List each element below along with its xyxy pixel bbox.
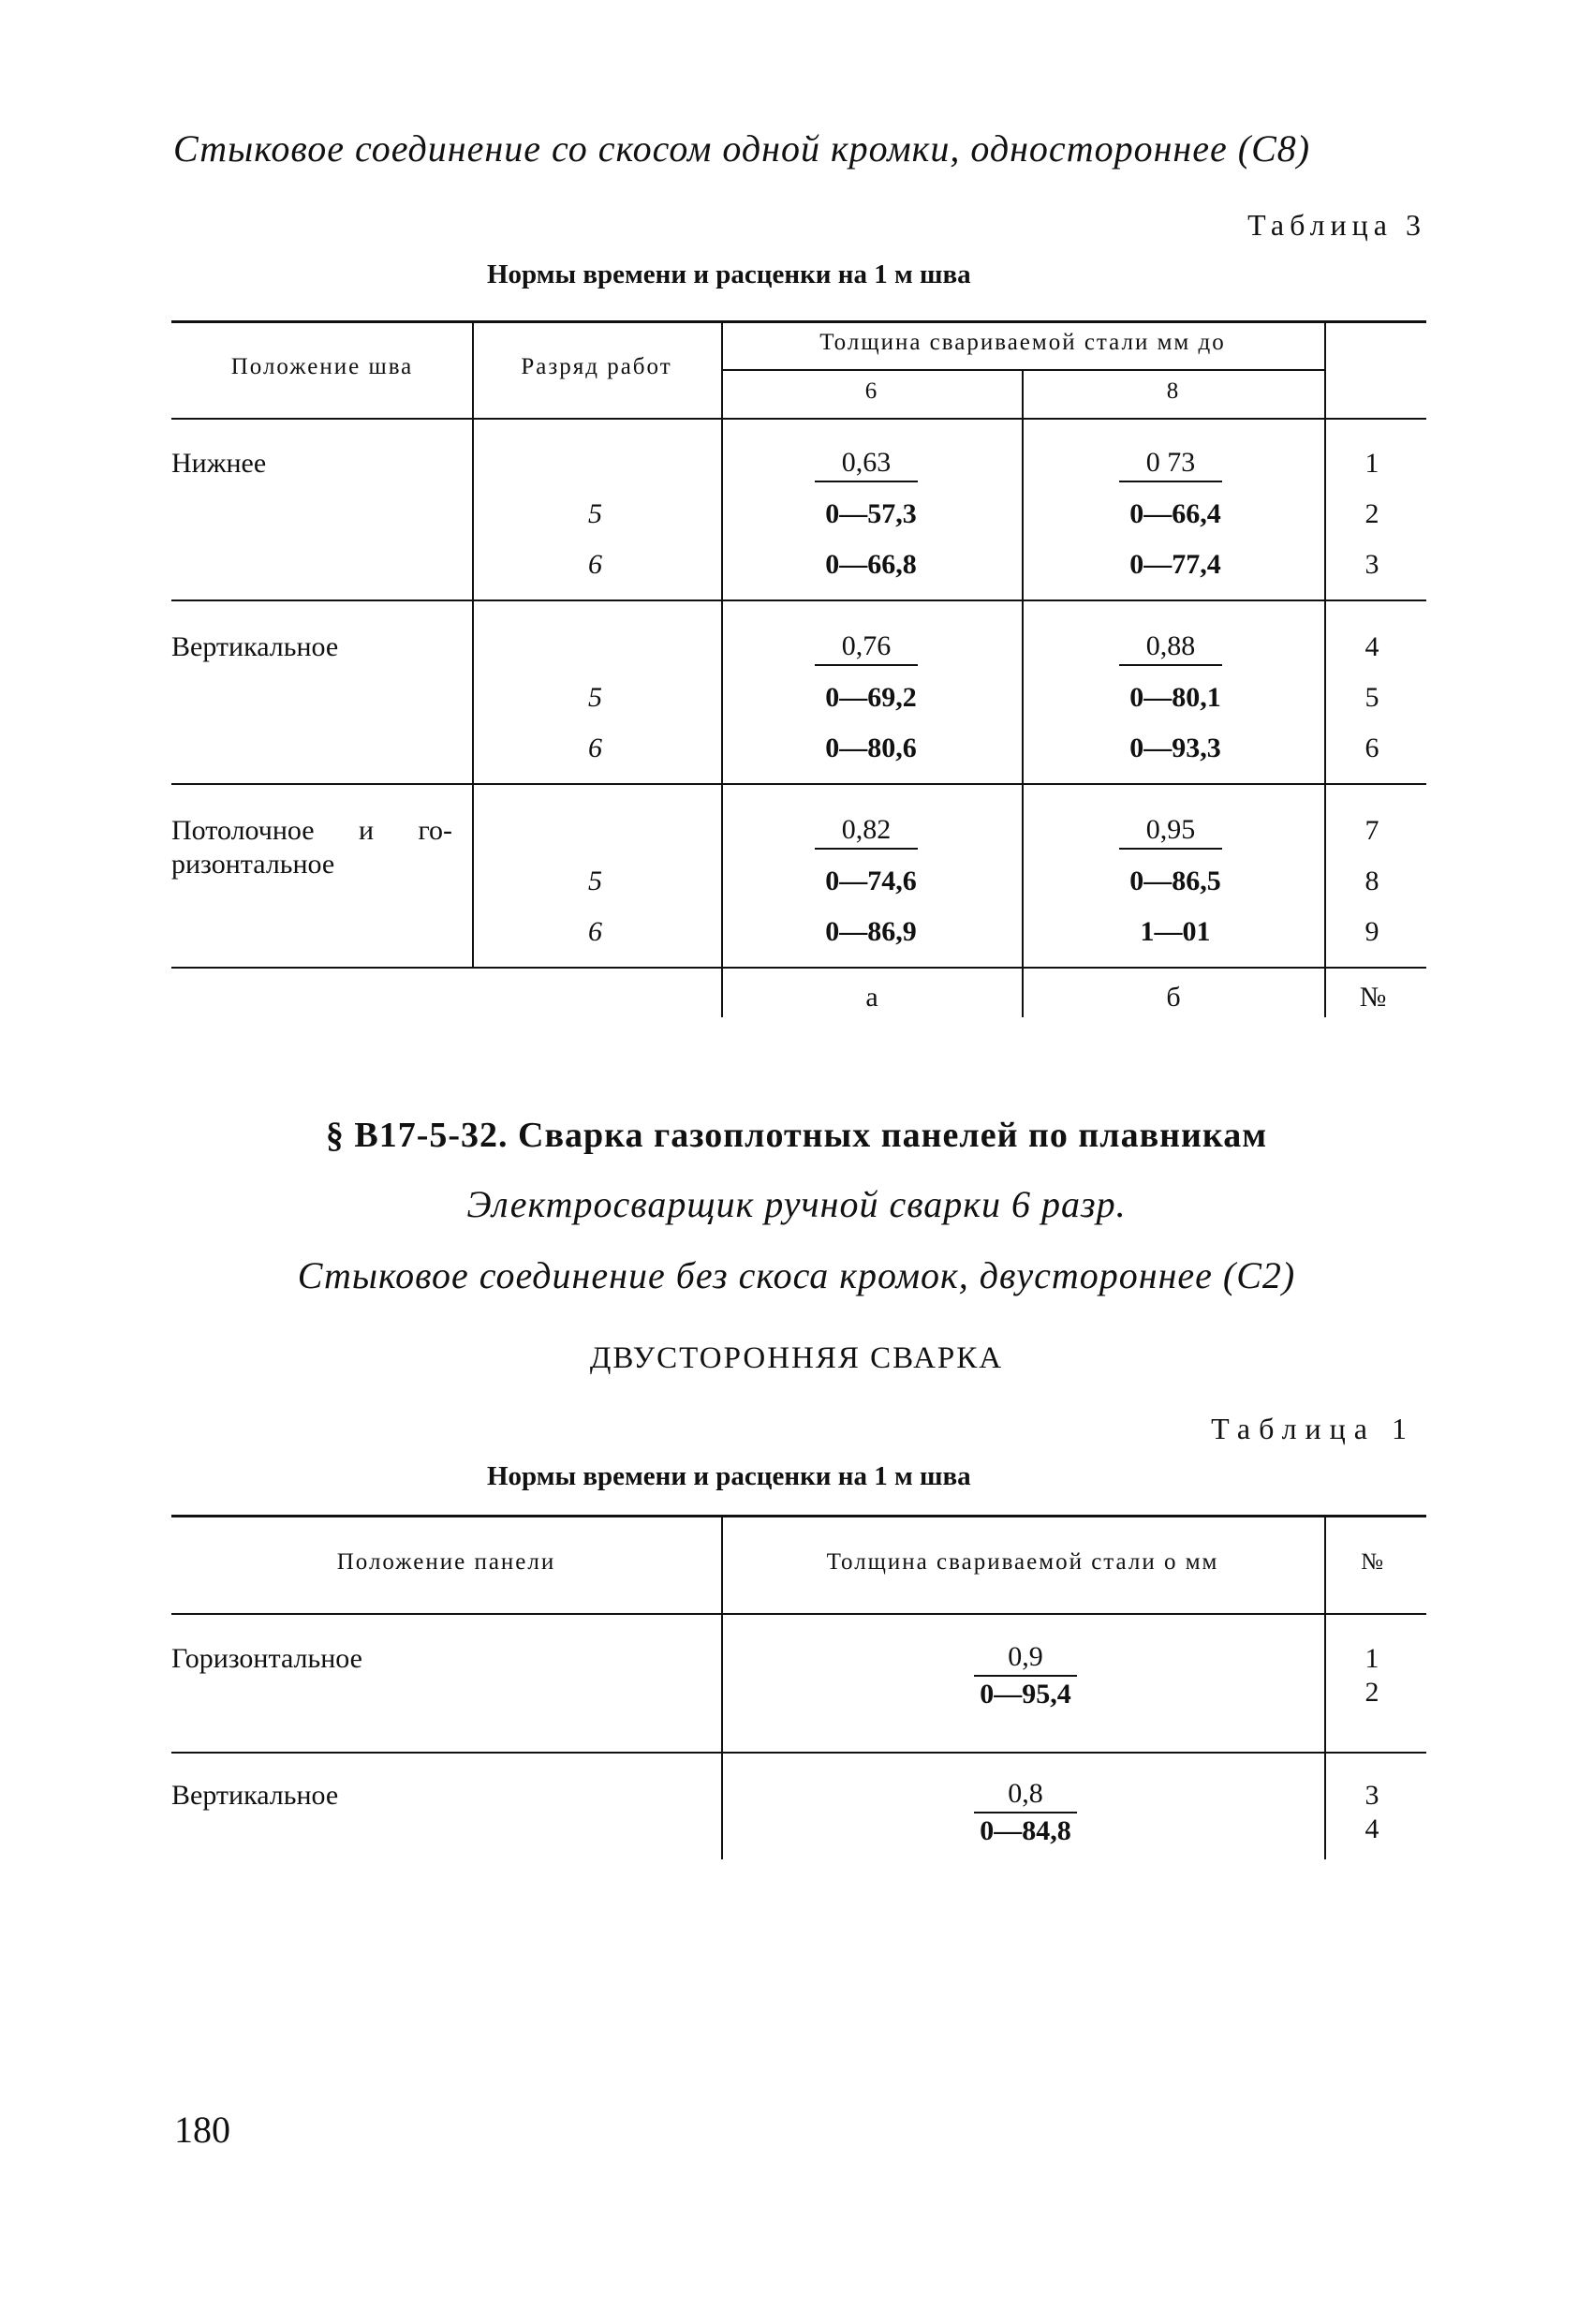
table3-row2-rate-a-6: 0—69,2 — [825, 682, 917, 713]
table3-row1-rate-a-8: 0—66,4 — [1129, 498, 1221, 529]
table3-row1-no-2: 2 — [1364, 498, 1379, 529]
table3-row1-grade-a: 5 — [588, 498, 602, 529]
table1-row1-no-1: 1 — [1364, 1643, 1379, 1674]
table3-row1-grade-b: 6 — [588, 549, 602, 580]
table3-row3-rate-b-8: 1—01 — [1140, 916, 1211, 947]
table1-row2-no-1: 3 — [1364, 1780, 1379, 1811]
table3-vrule-2 — [721, 320, 723, 1017]
table1-caption: Нормы времени и расценки на 1 м шва — [487, 1461, 971, 1491]
table3-row2-grade-b: 6 — [588, 733, 602, 763]
table3-row2-no-1: 4 — [1364, 631, 1379, 662]
table3-vrule-3 — [1022, 369, 1024, 1017]
table3-row3-grade-b: 6 — [588, 916, 602, 947]
section2-title: § В17-5-32. Сварка газоплотных панелей по плавникам — [325, 1116, 1268, 1155]
table3-caption: Нормы времени и расценки на 1 м шва — [487, 259, 971, 289]
table3-row3-no-2: 8 — [1364, 866, 1379, 896]
table1-header-no: № — [1361, 1549, 1385, 1575]
page-number: 180 — [174, 2109, 230, 2151]
table1-row2-no-2: 4 — [1364, 1813, 1379, 1844]
table3-header-grade: Разряд работ — [521, 354, 672, 379]
table1-row2-norm: 0,8 — [974, 1778, 1077, 1813]
table1-row2-rate: 0—84,8 — [980, 1815, 1071, 1846]
table3-row2-position: Вертикальное — [171, 631, 339, 662]
table3-header-col6: 6 — [864, 378, 879, 404]
table3-row1-rate-b-6: 0—66,8 — [825, 549, 917, 580]
table3-row1-rule — [171, 600, 1426, 601]
table3-row1-rate-b-8: 0—77,4 — [1129, 549, 1221, 580]
table3-row1-position: Нижнее — [171, 448, 267, 479]
table3-row2-norm-6: 0,76 — [815, 630, 918, 666]
table3-footer-col-b: б — [1166, 982, 1181, 1013]
table3-bottom-rule — [171, 967, 1426, 969]
table3-footer-col-no: № — [1359, 982, 1387, 1013]
table3-label: Таблица 3 — [1247, 208, 1426, 242]
table3-row2-rule — [171, 783, 1426, 785]
table3-row3-norm-6: 0,82 — [815, 814, 918, 850]
table3-row1-no-1: 1 — [1364, 448, 1379, 479]
table3-header-rule — [171, 418, 1426, 420]
table3-header-col8: 8 — [1166, 378, 1181, 404]
table3-top-rule — [171, 320, 1426, 323]
table3-row3-rate-a-6: 0—74,6 — [825, 866, 917, 896]
section2-subtitle: ДВУСТОРОННЯЯ СВАРКА — [589, 1341, 1004, 1375]
table3-header-thickness: Толщина свариваемой стали мм до — [819, 330, 1226, 355]
table1-row1-norm: 0,9 — [974, 1641, 1077, 1677]
table1-row2-position: Вертикальное — [171, 1780, 339, 1811]
table3-row2-rate-a-8: 0—80,1 — [1129, 682, 1221, 713]
table3-row3-grade-a: 5 — [588, 866, 602, 896]
table1-top-rule — [171, 1515, 1426, 1517]
table1-row1-rule — [171, 1752, 1426, 1754]
table3-row3-position-line2: ризонтальное — [171, 849, 335, 880]
table3-row2-norm-8: 0,88 — [1119, 630, 1222, 666]
table1-header-thickness: Толщина свариваемой стали о мм — [826, 1549, 1219, 1575]
table3-row2-rate-b-6: 0—80,6 — [825, 733, 917, 763]
table3-row3-position-line1: Потолочное и го- — [171, 815, 452, 846]
table3-row2-no-2: 5 — [1364, 682, 1379, 713]
table1-row1-position: Горизонтальное — [171, 1643, 362, 1674]
table3-footer-col-a: а — [865, 982, 878, 1013]
table1-row1-no-2: 2 — [1364, 1677, 1379, 1708]
table3-row2-rate-b-8: 0—93,3 — [1129, 733, 1221, 763]
table3-row2-grade-a: 5 — [588, 682, 602, 713]
table3-row1-no-3: 3 — [1364, 549, 1379, 580]
table3-vrule-1 — [472, 320, 474, 967]
section2-worker: Электросварщик ручной сварки 6 разр. — [466, 1183, 1127, 1225]
table3-row2-no-3: 6 — [1364, 733, 1379, 763]
table3-row3-norm-8: 0,95 — [1119, 814, 1222, 850]
table3-row1-norm-6: 0,63 — [815, 447, 918, 482]
table3-vrule-4 — [1324, 320, 1326, 1017]
table1-row1-rate: 0—95,4 — [980, 1679, 1071, 1710]
table3-row3-rate-b-6: 0—86,9 — [825, 916, 917, 947]
table3-row3-no-1: 7 — [1364, 815, 1379, 846]
table1-label: Таблица 1 — [1211, 1412, 1415, 1445]
table3-row3-rate-a-8: 0—86,5 — [1129, 866, 1221, 896]
section1-heading: Стыковое соединение со скосом одной кромки, одностороннее (C8) — [173, 127, 1311, 170]
section2-joint: Стыковое соединение без скоса кромок, двустороннее (C2) — [297, 1254, 1296, 1296]
table1-header-rule — [171, 1613, 1426, 1615]
table3-header-position: Положение шва — [230, 354, 414, 379]
table3-row3-no-3: 9 — [1364, 916, 1379, 947]
table3-row1-norm-8: 0 73 — [1119, 447, 1222, 482]
table3-row1-rate-a-6: 0—57,3 — [825, 498, 917, 529]
table1-header-position: Положение панели — [336, 1549, 556, 1575]
